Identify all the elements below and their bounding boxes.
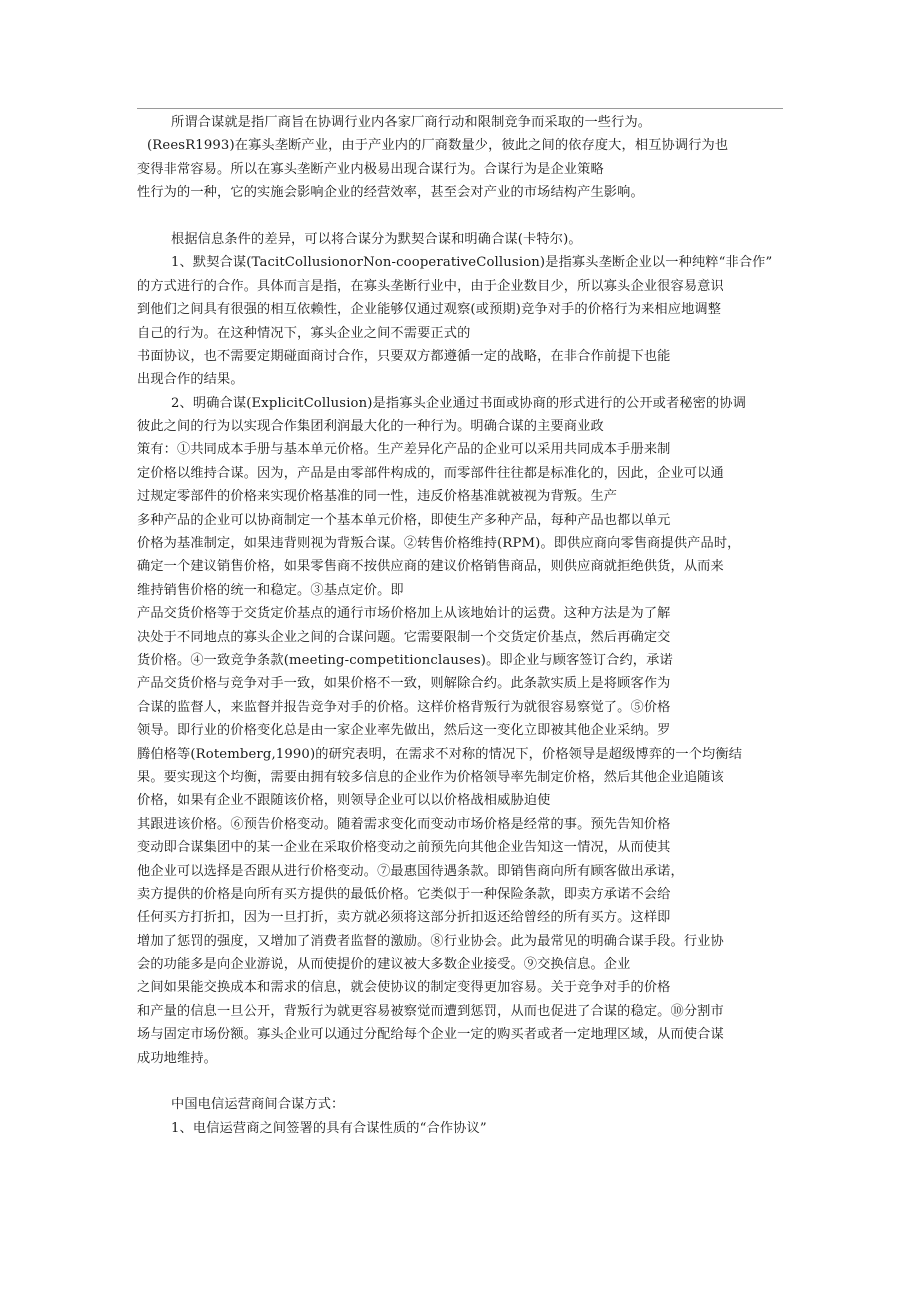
text-line: 场与固定市场份额。寡头企业可以通过分配给每个企业一定的购买者或者一定地理区域，从而使合谋 bbox=[137, 1027, 724, 1043]
text-line: 价格为基准制定，如果违背则视为背叛合谋。②转售价格维持(RPM)。即供应商向零售商提供产品时， bbox=[137, 536, 741, 552]
text-line: 他企业可以选择是否跟从进行价格变动。⑦最惠国待遇条款。即销售商向所有顾客做出承诺， bbox=[137, 863, 684, 879]
text-line: 根据信息条件的差异，可以将合谋分为默契合谋和明确合谋(卡特尔)。 bbox=[171, 231, 582, 247]
text-line: 所谓合谋就是指厂商旨在协调行业内各家厂商行动和限制竞争而采取的一些行为。 bbox=[171, 115, 652, 130]
document-body bbox=[137, 111, 797, 1140]
text-line: 1、电信运营商之间签署的具有合谋性质的“合作协议” bbox=[171, 1120, 487, 1136]
text-line: 彼此之间的行为以实现合作集团利润最大化的一种行为。明确合谋的主要商业政 bbox=[137, 419, 604, 435]
text-line: 性行为的一种，它的实施会影响企业的经营效率，甚至会对产业的市场结构产生影响。 bbox=[137, 185, 644, 201]
text-line: 其跟进该价格。⑥预告价格变动。随着需求变化而变动市场价格是经常的事。预先告知价格 bbox=[137, 816, 671, 832]
text-line: 之间如果能交换成本和需求的信息，就会使协议的制定变得更加容易。关于竞争对手的价格 bbox=[137, 980, 671, 996]
text-line: 书面协议，也不需要定期碰面商讨合作，只要双方都遵循一定的战略，在非合作前提下也能 bbox=[137, 348, 671, 364]
text-line: (ReesR1993)在寡头垄断产业，由于产业内的厂商数量少，彼此之间的依存度大，相互协调行为也 bbox=[147, 138, 729, 154]
text-line: 果。要实现这个均衡，需要由拥有较多信息的企业作为价格领导率先制定价格，然后其他企业追随该 bbox=[137, 769, 724, 785]
text-line: 策有：①共同成本手册与基本单元价格。生产差异化产品的企业可以采用共同成本手册来制 bbox=[137, 442, 671, 458]
paragraph-gap bbox=[137, 1070, 797, 1093]
text-line: 决处于不同地点的寡头企业之间的合谋问题。它需要限制一个交货定价基点，然后再确定交 bbox=[137, 629, 671, 645]
text-line: 价格，如果有企业不跟随该价格，则领导企业可以以价格战相威胁迫使 bbox=[137, 793, 551, 809]
text-line: 产品交货价格等于交货定价基点的通行市场价格加上从该地始计的运费。这种方法是为了解 bbox=[137, 606, 671, 622]
text-line: 增加了惩罚的强度，又增加了消费者监督的激励。⑧行业协会。此为最常见的明确合谋手段。行业协 bbox=[137, 933, 724, 949]
paragraph-gap bbox=[137, 205, 797, 228]
text-line: 合谋的监督人，来监督并报告竞争对手的价格。这样价格背叛行为就很容易察觉了。⑤价格 bbox=[137, 699, 671, 715]
text-line: 产品交货价格与竞争对手一致，如果价格不一致，则解除合约。此条款实质上是将顾客作为 bbox=[137, 676, 671, 692]
text-line: 和产量的信息一旦公开，背叛行为就更容易被察觉而遭到惩罚，从而也促进了合谋的稳定。⑩分割市 bbox=[137, 1003, 724, 1019]
text-line: 定价格以维持合谋。因为，产品是由零部件构成的，而零部件往往都是标准化的，因此，企业可以通 bbox=[137, 465, 724, 481]
tacit-collusion-heading-line: 1、默契合谋(TacitCollusionorNon-cooperativeCollusion)是指寡头垄断企业以一种纯粹“非合作” bbox=[171, 255, 773, 271]
text-line: 货价格。④一致竞争条款(meeting-competitionclauses)。即企业与顾客签订合约，承诺 bbox=[137, 652, 673, 668]
text-line: 变得非常容易。所以在寡头垄断产业内极易出现合谋行为。合谋行为是企业策略 bbox=[137, 161, 604, 177]
text-line: 自己的行为。在这种情况下，寡头企业之间不需要正式的 bbox=[137, 325, 471, 341]
text-line: 确定一个建议销售价格，如果零售商不按供应商的建议价格销售商品，则供应商就拒绝供货，从而来 bbox=[137, 559, 724, 575]
explicit-collusion-heading-line: 2、明确合谋(ExplicitCollusion)是指寡头企业通过书面或协商的形式进行的公开或者秘密的协调 bbox=[171, 395, 747, 411]
section-heading: 中国电信运营商间合谋方式： bbox=[171, 1097, 345, 1113]
text-line: 卖方提供的价格是向所有买方提供的最低价格。它类似于一种保险条款，即卖方承诺不会给 bbox=[137, 886, 671, 902]
text-line: 的方式进行的合作。具体而言是指，在寡头垄断行业中，由于企业数目少，所以寡头企业很容易意识 bbox=[137, 278, 724, 294]
text-line: 到他们之间具有很强的相互依赖性，企业能够仅通过观察(或预期)竞争对手的价格行为来相应地调整 bbox=[137, 302, 722, 318]
text-line: 出现合作的结果。 bbox=[137, 372, 244, 388]
text-line: 领导。即行业的价格变化总是由一家企业率先做出，然后这一变化立即被其他企业采纳。罗 bbox=[137, 723, 671, 739]
collusion-types-section bbox=[137, 228, 797, 1070]
text-line: 会的功能多是向企业游说，从而使提价的建议被大多数企业接受。⑨交换信息。企业 bbox=[137, 957, 631, 973]
text-line: 变动即合谋集团中的某一企业在采取价格变动之前预先向其他企业告知这一情况，从而使其 bbox=[137, 840, 671, 856]
china-telecom-section bbox=[137, 1093, 797, 1140]
header-rule bbox=[137, 108, 783, 109]
text-line: 成功地维持。 bbox=[137, 1050, 218, 1066]
text-line: 维持销售价格的统一和稳定。③基点定价。即 bbox=[137, 582, 404, 598]
intro-paragraph bbox=[137, 111, 797, 205]
text-line: 任何买方打折扣，因为一旦打折，卖方就必须将这部分折扣返还给曾经的所有买方。这样即 bbox=[137, 910, 671, 926]
text-line: 腾伯格等(Rotemberg,1990)的研究表明，在需求不对称的情况下，价格领导是超级博弈的一个均衡结 bbox=[137, 746, 743, 762]
text-line: 过规定零部件的价格来实现价格基准的同一性，违反价格基准就被视为背叛。生产 bbox=[137, 489, 618, 505]
text-line: 多种产品的企业可以协商制定一个基本单元价格，即使生产多种产品，每种产品也都以单元 bbox=[137, 512, 671, 528]
